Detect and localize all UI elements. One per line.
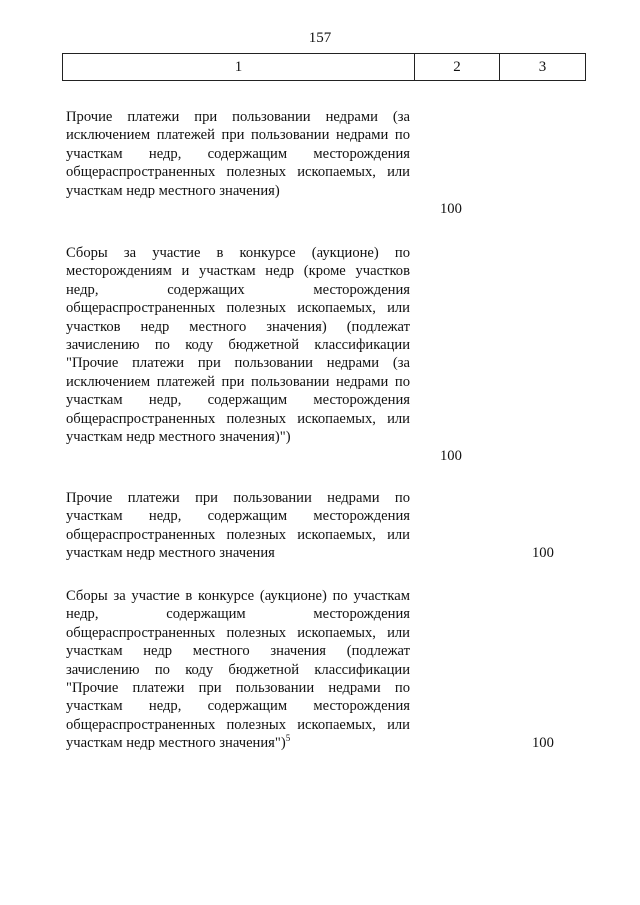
table-row — [66, 244, 586, 464]
table-header — [62, 53, 586, 81]
table-row — [66, 587, 586, 753]
footnote-marker: 5 — [285, 733, 291, 744]
row-description: Прочие платежи при пользовании недрами (за исключением платежей при пользовании недрами по участкам недр, содержащим месторождения общераспространенных полезных ископаемых, или участкам недр местного значения) — [66, 109, 410, 199]
row-value-col2: 100 — [440, 201, 462, 217]
table-row — [66, 489, 586, 563]
table-row — [66, 108, 586, 217]
column-header-2: 2 — [415, 54, 500, 80]
row-value-col3: 100 — [532, 545, 554, 561]
page-number: 157 — [308, 30, 332, 46]
column-header-3: 3 — [538, 58, 547, 75]
row-value-col2: 100 — [440, 448, 462, 464]
row-value-col3: 100 — [532, 735, 554, 751]
row-description: Сборы за участие в конкурсе (аукционе) по месторождениям и участкам недр (кроме участков недр, содержащих месторождения общераспространенных полезных ископаемых, или участков недр местного значения) (подлежат зачислению по коду бюджетной классификации "Прочие платежи при пользовании недрами (за исключением платежей при пользовании недрами по участкам недр, содержащим месторождения общераспространенных полезных ископаемых, или участкам недр местного значения)") — [66, 245, 410, 446]
column-header-1: 1 — [63, 54, 415, 80]
row-description: Сборы за участие в конкурсе (аукционе) по участкам недр, содержащим месторождения общераспространенных полезных ископаемых, или участкам недр местного значения (подлежат зачислению по коду бюджетной классификации "Прочие платежи при пользовании недрами по участкам недр, содержащим месторождения общераспространенных полезных ископаемых, или участкам недр местного значения")$^5$ — [66, 588, 410, 752]
row-description: Прочие платежи при пользовании недрами по участкам недр, содержащим месторождения общераспространенных полезных ископаемых, или участкам недр местного значения — [66, 490, 410, 562]
